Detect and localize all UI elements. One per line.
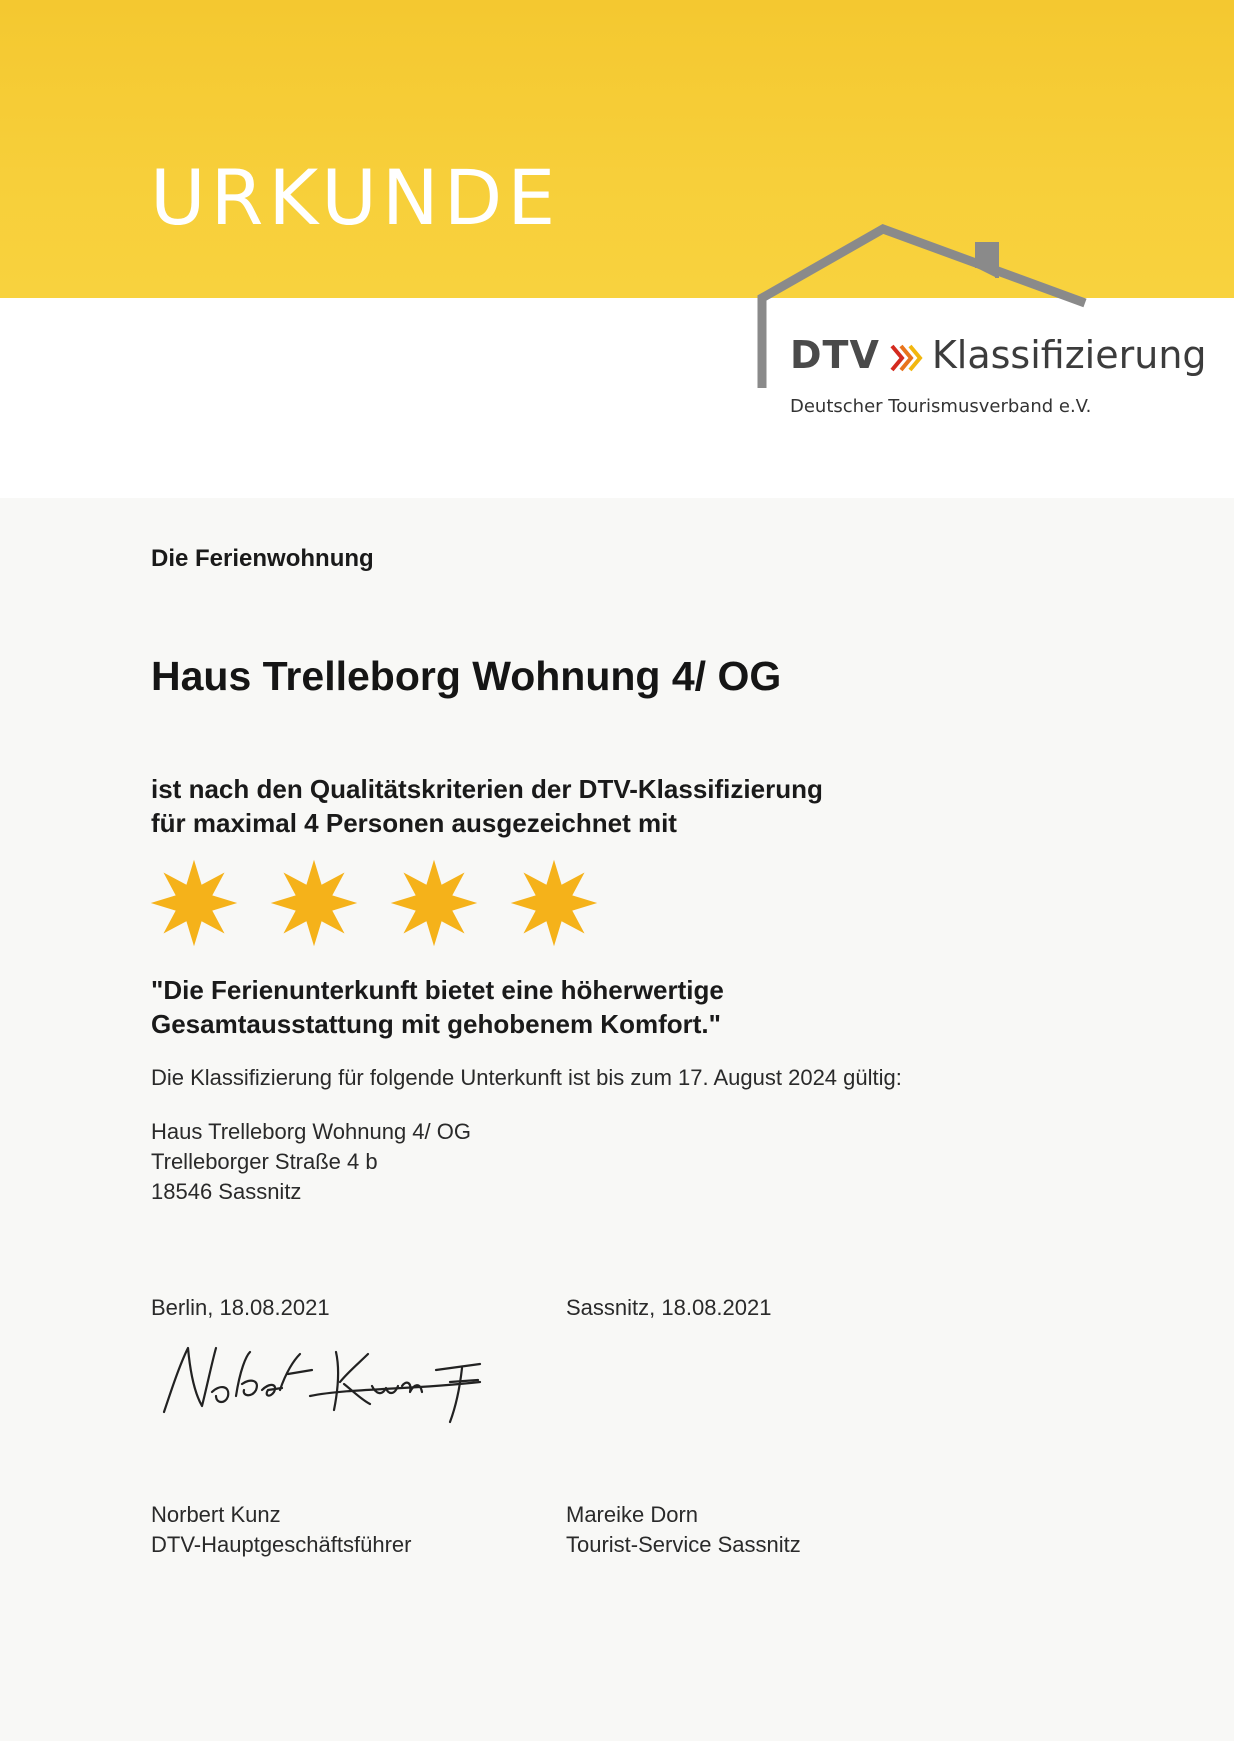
- dtv-logo: [790, 333, 1207, 377]
- star-icon: [269, 858, 359, 948]
- address-name: Haus Trelleborg Wohnung 4/ OG: [151, 1119, 471, 1144]
- place-date-right: Sassnitz, 18.08.2021: [566, 1295, 772, 1320]
- logo-brand: DTV: [790, 333, 880, 377]
- criteria-line: ist nach den Qualitätskriterien der DTV-Klassifizierung: [151, 774, 823, 804]
- criteria-text: [151, 772, 823, 840]
- certificate-title: URKUNDE: [150, 153, 561, 242]
- star-shape: [151, 860, 237, 946]
- logo-subtitle: Deutscher Tourismusverband e.V.: [790, 396, 1092, 417]
- signer-right: [566, 1500, 801, 1560]
- signer-left: [151, 1500, 411, 1560]
- signer-role: DTV-Hauptgeschäftsführer: [151, 1532, 412, 1557]
- validity-text: Die Klassifizierung für folgende Unterkunft ist bis zum 17. August 2024 gültig:: [151, 1065, 902, 1090]
- star-icon: [509, 858, 599, 948]
- address-city: 18546 Sassnitz: [151, 1179, 302, 1204]
- star-rating: [149, 858, 599, 954]
- star-shape: [271, 860, 357, 946]
- place-date-left: Berlin, 18.08.2021: [151, 1295, 330, 1320]
- quote-line: Gesamtausstattung mit gehobenem Komfort.": [151, 1009, 721, 1039]
- handwritten-signature: [150, 1330, 510, 1440]
- chevrons-icon: [888, 342, 926, 374]
- signer-name: Norbert Kunz: [151, 1502, 281, 1527]
- criteria-line: für maximal 4 Personen ausgezeichnet mit: [151, 808, 677, 838]
- star-icon: [389, 858, 479, 948]
- star-icon: [149, 858, 239, 948]
- star-shape: [391, 860, 477, 946]
- logo-product: Klassifizierung: [931, 333, 1207, 377]
- signer-name: Mareike Dorn: [566, 1502, 699, 1527]
- signer-role: Tourist-Service Sassnitz: [566, 1532, 801, 1557]
- intro-text: Die Ferienwohnung: [151, 545, 374, 572]
- address-street: Trelleborger Straße 4 b: [151, 1149, 378, 1174]
- address-block: [151, 1117, 471, 1207]
- star-shape: [511, 860, 597, 946]
- property-name: Haus Trelleborg Wohnung 4/ OG: [151, 653, 782, 699]
- quote-line: "Die Ferienunterkunft bietet eine höherwertige: [151, 975, 724, 1005]
- rating-quote: [151, 973, 724, 1041]
